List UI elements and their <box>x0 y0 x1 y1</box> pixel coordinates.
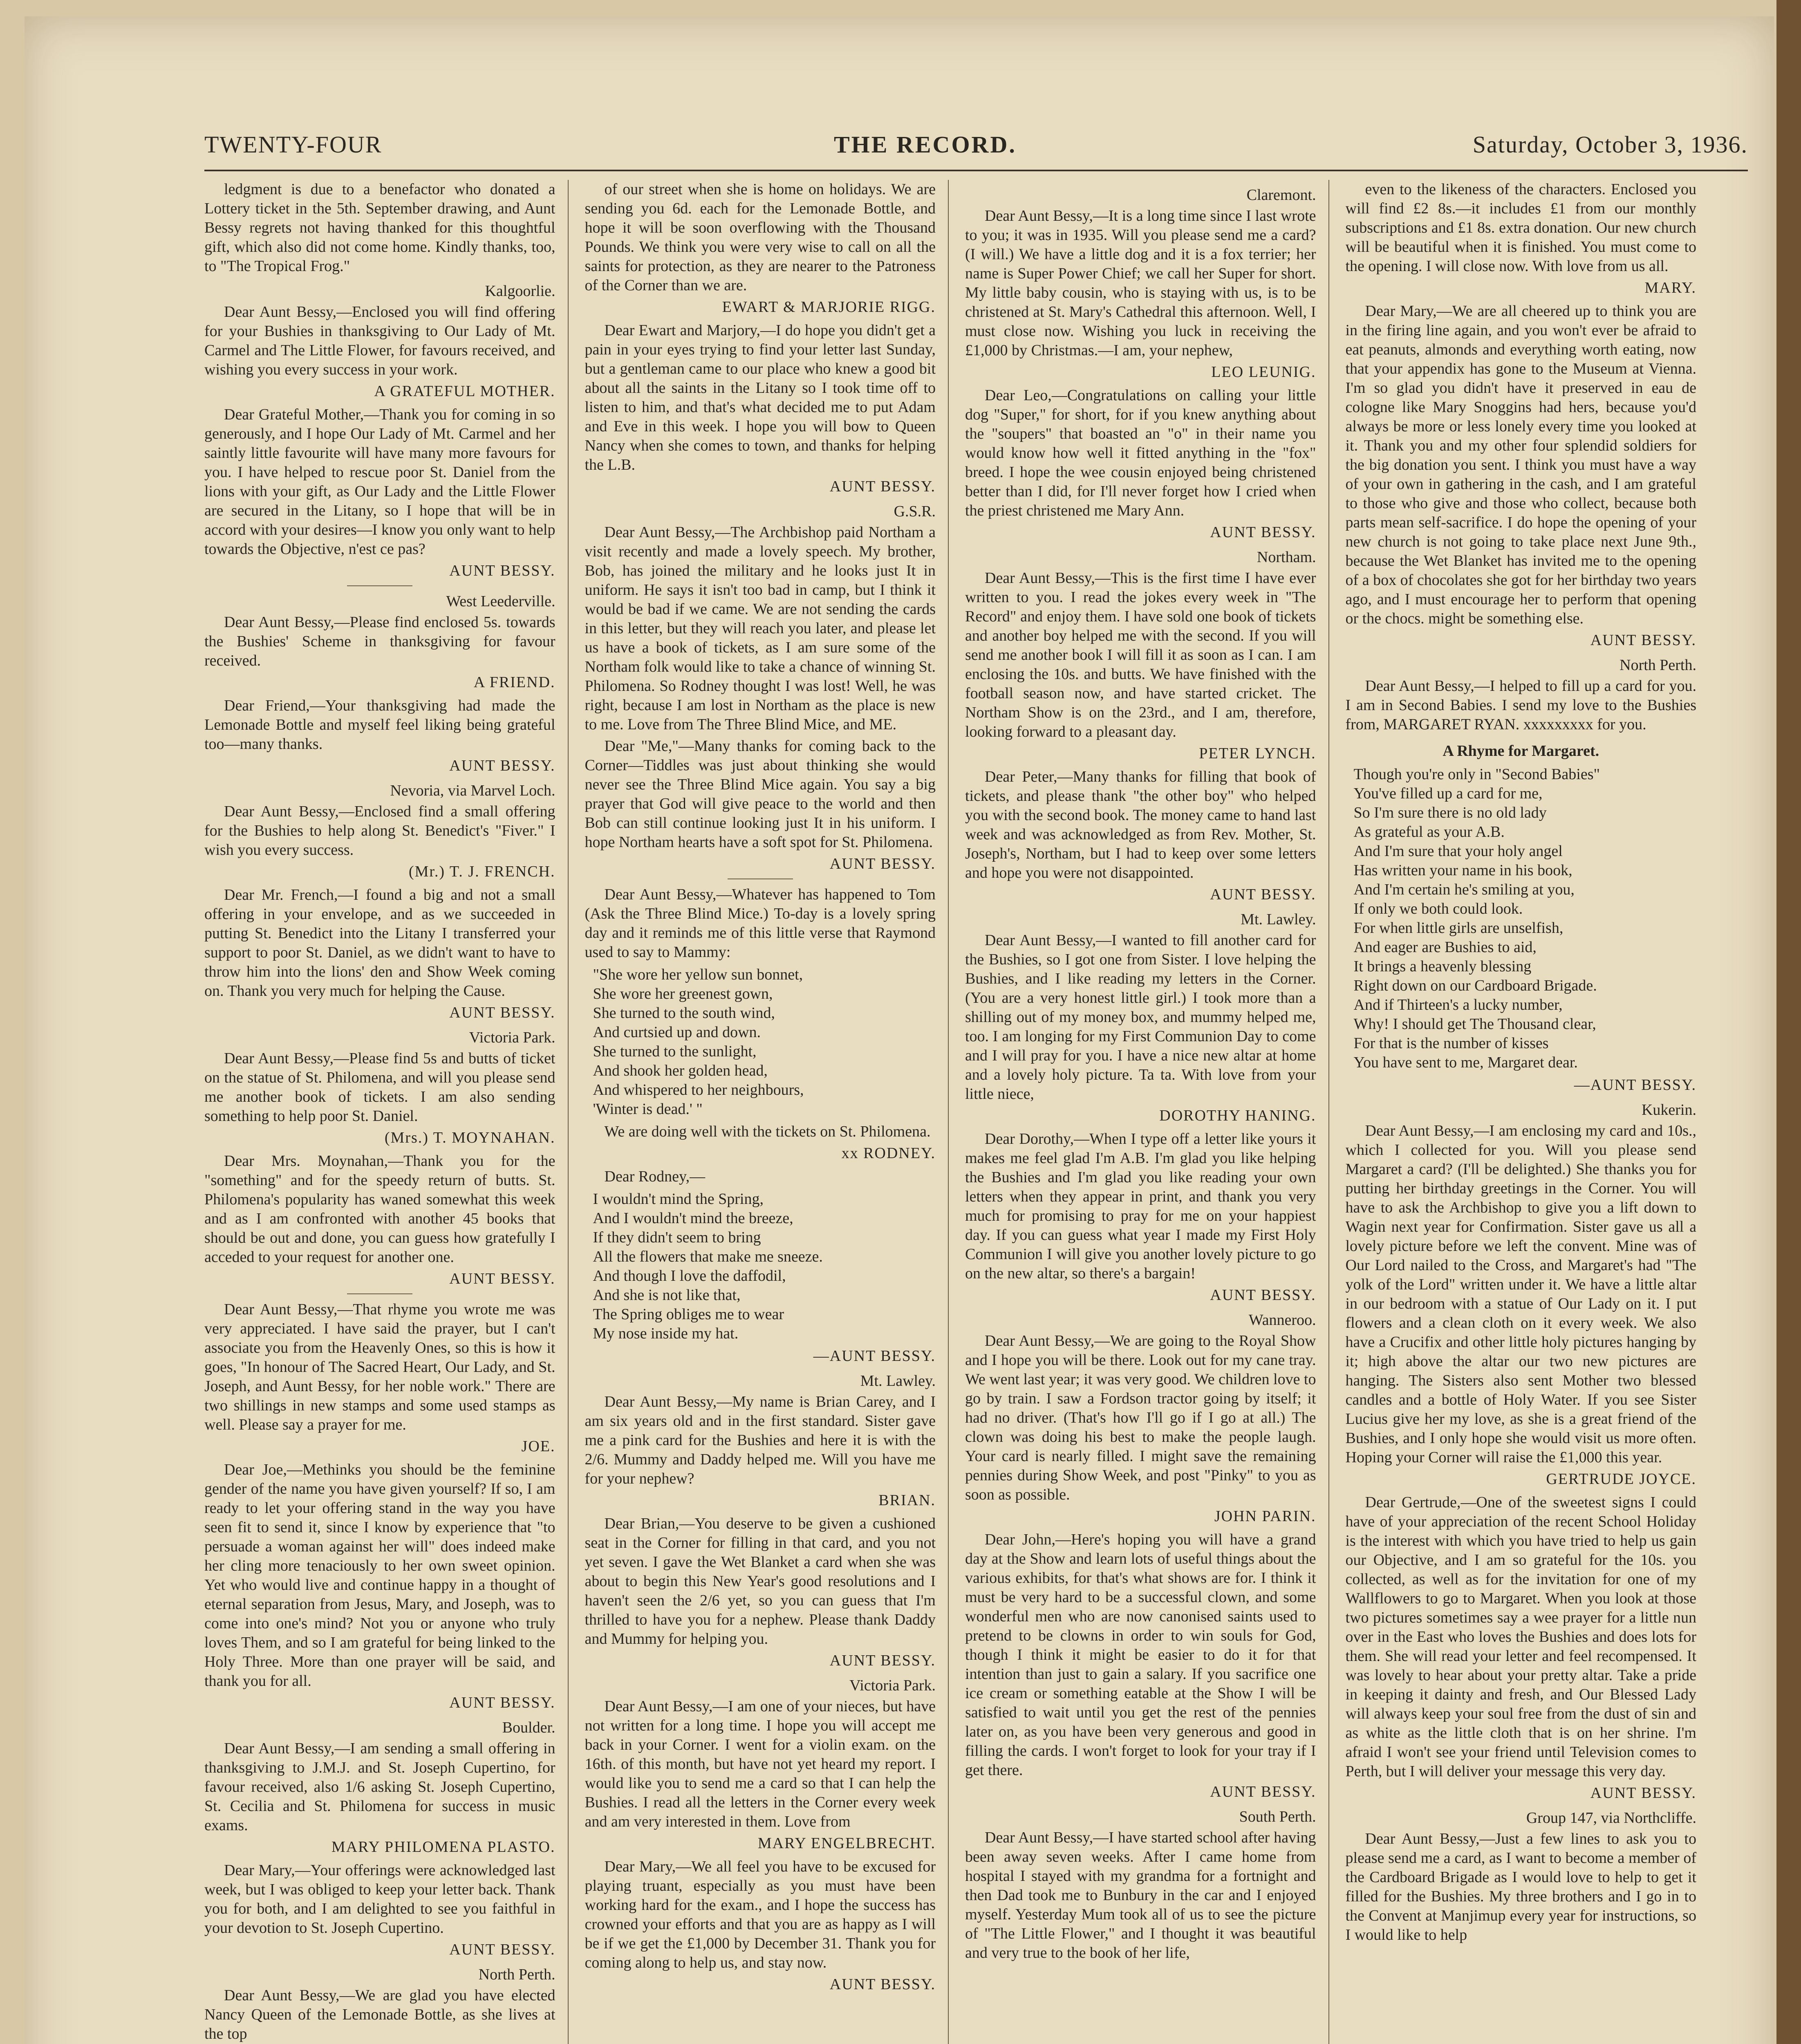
letter-location: South Perth. <box>1239 1808 1316 1825</box>
letter-location: Victoria Park. <box>469 1029 556 1046</box>
letter-signature: JOHN PARIN. <box>1214 1508 1316 1525</box>
letter-paragraph: of our street when she is home on holidays. We are sending you 6d. each for the Lemonade Bottle, and hope it will be soon overflowing with the Thousand Pounds. We think you were very wise to call on all the saints for protection, as they are nearer to the Patroness of the Corner than we are. <box>585 181 936 294</box>
letter-paragraph: We are doing well with the tickets on St. Philomena. <box>604 1123 931 1140</box>
letter-paragraph: Dear Aunt Bessy,—That rhyme you wrote me was very appreciated. I have said the prayer, but I can't associate you from the Heavenly Ones, so this is how it goes, "In honour of The Sacred Heart, Our Lady, and St. Joseph, and Aunt Bessy, for her noble work." There are two shillings in new stamps and some used stamps as well. Please say a prayer for me. <box>204 1301 556 1433</box>
letter-paragraph: Dear Mary,—We are all cheered up to think you are in the firing line again, and you won't ever be afraid to eat peanuts, almonds and everything worth eating, now that your appendix has gone to the Museum at Vienna. I'm so glad you didn't have it preserved in eau de cologne like Mary Snoggins had hers, because you'd always be more or less lonely every time you looked at it. Thank you and my other four splendid soldiers for the big donation you sent. I think you must have a way of your own in gathering in the cash, and I am grateful to those who give and those who collect, because both parts mean self-sacrifice. I do hope the opening of your new church is not going to take place next June 9th., because the Wet Blanket has invited me to the opening of a box of chocolates she got for her birthday two years ago, and I must encourage her to perform that opening or the chocs. might be something else. <box>1345 303 1696 627</box>
publication-title: THE RECORD. <box>834 131 1017 158</box>
verse-block: Though you're only in "Second Babies" You've filled up a card for me, So I'm sure there is no old lady As grateful as your A.B. And I'm sure that your holy angel Has written your name in his book, And I'm certain he's smiling at you, If only we both could look. For when little girls are unselfish, And eager are Bushies to aid, It brings a heavenly blessing Right down on our Cardboard Brigade. And if Thirteen's a lucky number, Why! I should get The Thousand clear, For that is the number of kisses You have sent to me, Margaret dear. <box>1353 766 1600 1071</box>
letter-signature: A FRIEND. <box>473 674 556 691</box>
letter-paragraph: Dear Aunt Bessy,—I am enclosing my card and 10s., which I collected for you. Will you please send Margaret a card? (I'll be delighted.) She thanks you for putting her birthday greetings in the Corner. You will have to ask the Archbishop to give you a lift down to Wagin next year for Confirmation. Sister gave us all a lovely picture before we left the convent. Mine was of Our Lord nailed to the Cross, and Margaret's had "The yolk of the Lord" written under it. We have a little altar in our bedroom with a statue of Our Lady on it. I put flowers and a clean cloth on it every week. We also have a Crucifix and other little holy pictures hanging by it; high above the altar our two new pictures are hanging. The Sisters also sent Mother two blessed candles and a bottle of Holy Water. If you see Sister Lucius give her my love, as she is a great friend of the Bushies, and I only hope she would visit us more often. Hoping your Corner will raise the £1,000 this year. <box>1345 1122 1696 1466</box>
letter-paragraph: Dear Aunt Bessy,—Just a few lines to ask you to please send me a card, as I want to become a member of the Cardboard Brigade as I would love to help to get it filled for the Bushies. My three brothers and I go in to the Convent at Manjimup every year for instructions, so I would like to help <box>1345 1830 1696 1943</box>
letter-paragraph: Dear Gertrude,—One of the sweetest signs I could have of your appreciation of the recent School Holiday is the interest with which you have tried to help us gain our Objective, and I am so grateful for the 10s. you collected, as well as for the invitation for one of my Wallflowers to go to Margaret. When you look at those two pictures sometimes say a wee prayer for a little nun over in the East who loves the Bushies and does lots for them. She will read your letter and feel recompensed. It was lovely to hear about your pretty altar. Take a pride in keeping it dainty and fresh, and Our Blessed Lady will always keep your soul free from the dust of sin and as white as the little cloth that is on her shrine. I'm afraid I won't see your friend until Television comes to Perth, but I will deliver your message this very day. <box>1345 1494 1696 1780</box>
letter-location: Claremont. <box>1246 186 1316 204</box>
letter-signature: LEO LEUNIG. <box>1211 363 1316 381</box>
letter-signature: AUNT BESSY. <box>449 562 556 579</box>
section-divider <box>347 585 412 586</box>
letter-paragraph: Dear Aunt Bessy,—Enclosed find a small offering for the Bushies to help along St. Benedict's "Fiver." I wish you every success. <box>204 803 556 858</box>
letter-signature: AUNT BESSY. <box>1210 1783 1316 1800</box>
letter-signature: AUNT BESSY. <box>829 1652 936 1669</box>
verse-block: I wouldn't mind the Spring, And I wouldn't mind the breeze, If they didn't seem to bring All the flowers that make me sneeze. And though I love the daffodil, And she is not like that, The Spring obliges me to wear My nose inside my hat. <box>593 1190 823 1342</box>
letter-signature: MARY. <box>1644 279 1696 296</box>
letter-paragraph: Dear Aunt Bessy,—This is the first time I have ever written to you. I read the jokes every week in "The Record" and enjoy them. I have sold one book of tickets and another boy helped me with the second. If you will send me another book I will fill it as soon as I can. I am enclosing the 10s. and butts. We have finished with the football season now, and have started cricket. The Northam Show is on the 23rd., and I am, therefore, looking forward to a pleasant day. <box>965 569 1316 740</box>
page-edge <box>1776 0 1801 2044</box>
letter-paragraph: Dear Mr. French,—I found a big and not a small offering in your envelope, and as we succeeded in putting St. Benedict into the Litany I transferred your support to poor St. Daniel, as we didn't want to have to throw him into the lions' den and Show Week coming on. Thank you very much for helping the Cause. <box>204 886 556 1000</box>
letter-signature: AUNT BESSY. <box>449 1004 556 1021</box>
letter-paragraph: Dear Mary,—We all feel you have to be excused for playing truant, especially as you must have been working hard for the exam., and I hope the success has crowned your efforts and that you are as happy as I will be if we get the £1,000 by December 31. Thank you for coming along to help us, and stay now. <box>585 1858 936 1971</box>
letter-signature: AUNT BESSY. <box>829 478 936 495</box>
letter-paragraph: Dear Brian,—You deserve to be given a cushioned seat in the Corner for filling in that card, and you not yet seven. I gave the Wet Blanket a card when she was about to begin this New Year's good resolutions and I haven't seen the 2/6 yet, so you can guess that I'm thrilled to have you for a nephew. Please thank Daddy and Mummy for helping you. <box>585 1515 936 1647</box>
letter-location: Group 147, via Northcliffe. <box>1526 1809 1696 1827</box>
letter-signature: PETER LYNCH. <box>1199 745 1316 762</box>
letter-location: West Leederville. <box>446 593 556 610</box>
letter-paragraph: Dear Aunt Bessy,—I helped to fill up a card for you. I am in Second Babies. I send my love to the Bushies from, MARGARET RYAN. xxxxxxxxx for you. <box>1345 677 1696 733</box>
column-3 <box>965 180 1329 2044</box>
letter-signature: AUNT BESSY. <box>829 855 936 872</box>
letter-paragraph: Dear Aunt Bessy,—My name is Brian Carey, and I am six years old and in the first standard. Sister gave me a pink card for the Bushies and here it is with the 2/6. Mummy and Daddy helped me. Will you have me for your nephew? <box>585 1393 936 1487</box>
letter-signature: BRIAN. <box>878 1492 936 1509</box>
letter-paragraph: Dear Rodney,— <box>604 1168 706 1185</box>
letter-paragraph: Dear Aunt Bessy,—I am one of your nieces, but have not written for a long time. I hope you will accept me back in your Corner. I went for a violin exam. on the 16th. of this month, but have not yet heard my report. I would like you to send me a card so that I can help the Bushies. I read all the letters in the Corner every week and am very interested in them. Love from <box>585 1698 936 1830</box>
letter-signature: AUNT BESSY. <box>449 1941 556 1958</box>
letter-paragraph: Dear Aunt Bessy,—The Archbishop paid Northam a visit recently and made a lovely speech. My brother, Bob, has joined the military and he looks just It in uniform. He says it isn't too bad in camp, but I think it would be bad if we came. We are not sending the cards in this letter, but they will reach you later, and please let us have a book of tickets, as I am sure some of the Northam folk would like to take a chance of winning St. Philomena. So Rodney thought I was lost! Well, he was right, because I am lost in Northam as the place is new to me. Love from The Three Blind Mice, and ME. <box>585 524 936 733</box>
letter-paragraph: even to the likeness of the characters. Enclosed you will find £2 8s.—it includes £1 from our monthly subscriptions and £1 8s. extra donation. Our new church will be beautiful when it is finished. You must come to the opening. I will close now. With love from us all. <box>1345 181 1696 275</box>
letter-location: Mt. Lawley. <box>1241 911 1316 928</box>
letter-signature: GERTRUDE JOYCE. <box>1546 1470 1696 1488</box>
letter-location: North Perth. <box>478 1966 556 1983</box>
issue-date: Saturday, October 3, 1936. <box>1472 131 1748 158</box>
letter-location: Kalgoorlie. <box>485 282 556 300</box>
letter-paragraph: Dear Aunt Bessy,—We are glad you have elected Nancy Queen of the Lemonade Bottle, as she lives at the top <box>204 1987 556 2042</box>
letter-paragraph: Dear Mary,—Your offerings were acknowledged last week, but I was obliged to keep your letter back. Thank you for both, and I am delighted to see you faithful in your devotion to St. Joseph Cupertino. <box>204 1862 556 1936</box>
column-4 <box>1346 180 1709 2044</box>
letter-signature: AUNT BESSY. <box>1210 1286 1316 1304</box>
letter-paragraph: Dear John,—Here's hoping you will have a grand day at the Show and learn lots of useful things about the various exhibits, for that's what shows are for. I think it must be very hard to be a successful clown, and some wonderful men who are now canonised saints used to pretend to be clowns in order to win souls for God, though I think it might be easier to do it for that intention than just to gain a salary. If you sacrifice one ice cream or something eatable at the Show I will be satisfied to wait until you get the rest of the pennies later on, as you have been very generous and good in filling the cards. I won't forget to look for your tray if I get there. <box>965 1531 1316 1779</box>
letter-location: Nevoria, via Marvel Loch. <box>390 782 556 799</box>
section-divider <box>347 1293 412 1294</box>
letter-signature: AUNT BESSY. <box>449 1270 556 1287</box>
letter-signature: —AUNT BESSY. <box>1574 1076 1696 1094</box>
letter-paragraph: Dear Aunt Bessy,—Enclosed you will find offering for your Bushies in thanksgiving to Our Lady of Mt. Carmel and The Little Flower, for favours received, and wishing you every success in your work. <box>204 303 556 378</box>
letter-paragraph: Dear Aunt Bessy,—I wanted to fill another card for the Bushies, so I got one from Sister. I love helping the Bushies, and I like reading my letters in the Corner. (You are a very honest little girl.) I took more than a shilling out of my money box, and mummy helped me, too. I am longing for my First Communion Day to come and I will pray for you. I have a nice new altar at home and a lovely holy picture. Ta ta. With love from your little niece, <box>965 932 1316 1103</box>
page-header <box>204 123 1748 168</box>
letter-paragraph: Dear Aunt Bessy,—I am sending a small offering in thanksgiving to J.M.J. and St. Joseph Cupertino, for favour received, also 1/6 asking St. Joseph Cupertino, St. Cecilia and St. Philomena for success in music exams. <box>204 1740 556 1834</box>
letter-paragraph: Dear Leo,—Congratulations on calling your little dog "Super," for short, for if you knew anything about the "soupers" that boasted an "o" in their name you would know how well it fitted anything in the "fox" breed. I hope the wee cousin enjoyed being christened better than I did, for I'll never forget how I cried when the priest christened me Mary Ann. <box>965 387 1316 519</box>
letter-paragraph: Dear Aunt Bessy,—Please find 5s and butts of ticket on the statue of St. Philomena, and will you please send me another book of tickets. I am also sending something to help poor St. Daniel. <box>204 1050 556 1125</box>
letter-signature: AUNT BESSY. <box>449 1694 556 1711</box>
letter-location: G.S.R. <box>894 503 936 520</box>
letter-signature: xx RODNEY. <box>841 1145 936 1162</box>
letter-location: Wanneroo. <box>1248 1311 1316 1329</box>
letter-location: Kukerin. <box>1641 1101 1696 1118</box>
verse-block: "She wore her yellow sun bonnet, She wore her greenest gown, She turned to the south wind, And curtsied up and down. She turned to the sunlight, And shook her golden head, And whispered to her neighbours, 'Winter is dead.' " <box>593 966 804 1118</box>
letter-paragraph: Dear Joe,—Methinks you should be the feminine gender of the name you have given yourself? If so, I am ready to let your offering stand in the way you have seen fit to send it, since I know by experience that "to persuade a woman against her will" does indeed make her cling more tenaciously to her own sweet opinion. Yet who would live and continue happy in a thought of eternal separation from Jesus, Mary, and Joseph, was to come into one's mind? Not you or anyone who truly loves Them, and so I am grateful for being linked to the Holy Three. More than one prayer will be said, and thank you for all. <box>204 1461 556 1690</box>
letter-signature: (Mr.) T. J. FRENCH. <box>408 863 556 880</box>
page-number: TWENTY-FOUR <box>204 131 382 158</box>
article-columns <box>204 180 1709 2044</box>
letter-paragraph: Dear Aunt Bessy,—I have started school after having been away seven weeks. After I came home from hospital I stayed with my grandma for a fortnight and then Dad took me to Bunbury in the car and I enjoyed myself. Yesterday Mum took all of us to see the picture of "The Little Flower," and I thought it was beautiful and very true to the book of her life, <box>965 1829 1316 1961</box>
letter-paragraph: Dear Aunt Bessy,—It is a long time since I last wrote to you; it was in 1935. Will you please send me a card? (I will.) We have a little dog and it is a fox terrier; her name is Super Power Chief; we call her Super for short. My little baby cousin, who is staying with us, is to be christened at St. Mary's Cathedral this afternoon. Well, I must close now. Wishing you luck in receiving the £1,000 by Christmas.—I am, your nephew, <box>965 207 1316 359</box>
letter-signature: DOROTHY HANING. <box>1159 1107 1316 1124</box>
letter-signature: MARY PHILOMENA PLASTO. <box>331 1838 556 1856</box>
letter-signature: AUNT BESSY. <box>1210 886 1316 903</box>
letter-signature: —AUNT BESSY. <box>813 1347 936 1365</box>
letter-paragraph: Dear Peter,—Many thanks for filling that book of tickets, and please thank "the other boy" who helped you with the second book. The money came to hand last week and was acknowledged as from Rev. Mother, St. Joseph's, Northam, but I had to keep over some letters and hope you were not disappointed. <box>965 768 1316 881</box>
letter-signature: AUNT BESSY. <box>1590 632 1696 649</box>
letter-paragraph: Dear Aunt Bessy,—Whatever has happened to Tom (Ask the Three Blind Mice.) To-day is a lovely spring day and it reminds me of this little verse that Raymond used to say to Mammy: <box>585 886 936 961</box>
letter-paragraph: Dear Friend,—Your thanksgiving had made the Lemonade Bottle and myself feel liking being grateful too—many thanks. <box>204 697 556 753</box>
letter-signature: AUNT BESSY. <box>829 1976 936 1993</box>
letter-signature: A GRATEFUL MOTHER. <box>374 383 556 400</box>
letter-signature: EWART & MARJORIE RIGG. <box>722 298 936 316</box>
letter-paragraph: Dear Aunt Bessy,—Please find enclosed 5s. towards the Bushies' Scheme in thanksgiving for favour received. <box>204 614 556 669</box>
letter-location: North Perth. <box>1620 657 1696 674</box>
column-2 <box>585 180 949 2044</box>
letter-signature: AUNT BESSY. <box>1210 524 1316 541</box>
letter-paragraph: ledgment is due to a benefactor who donated a Lottery ticket in the 5th. September drawing, and Aunt Bessy regrets not having thanked for this thoughtful gift, which also did not come home. Kindly thanks, too, to "The Tropical Frog." <box>204 181 556 275</box>
letter-signature: AUNT BESSY. <box>449 757 556 774</box>
poem-heading: A Rhyme for Margaret. <box>1443 742 1599 760</box>
letter-paragraph: Dear Dorothy,—When I type off a letter like yours it makes me feel glad I'm A.B. I'm glad you like helping the Bushies and I'm glad you like reading your own letters when they appear in print, and thank you very much for promising to pray for me on your happiest day. If you can guess what year I made my First Holy Communion I will give you another lovely picture to go on the new altar, so there's a bargain! <box>965 1130 1316 1282</box>
column-1 <box>204 180 569 2044</box>
letter-paragraph: Dear Aunt Bessy,—We are going to the Royal Show and I hope you will be there. Look out for my cane tray. We went last year; it was very good. We children love to go by train. I saw a Fordson tractor going by itself; it had no driver. (That's how I'll go if I go at all.) The clown was doing his best to make the people laugh. Your card is nearly filled. I might save the remaining pennies during Show Week, and post "Pinky" to you as soon as possible. <box>965 1332 1316 1503</box>
letter-signature: (Mrs.) T. MOYNAHAN. <box>384 1129 556 1146</box>
letter-location: Northam. <box>1257 549 1316 566</box>
header-rule <box>204 170 1748 171</box>
letter-location: Boulder. <box>502 1719 556 1736</box>
letter-signature: MARY ENGELBRECHT. <box>757 1835 936 1852</box>
letter-paragraph: Dear Ewart and Marjory,—I do hope you didn't get a pain in your eyes trying to find your letter last Sunday, but a gentleman came to our place who knew a good bit about all the saints in the Litany so I took time off to listen to him, and that's what decided me to put Adam and Eve in this week. I hope you will bow to Queen Nancy when she comes to town, and thanks for helping the L.B. <box>585 322 936 473</box>
letter-location: Victoria Park. <box>849 1677 936 1694</box>
letter-location: Mt. Lawley. <box>860 1372 936 1390</box>
letter-paragraph: Dear Grateful Mother,—Thank you for coming in so generously, and I hope Our Lady of Mt. Carmel and her saintly little favourite will have many more favours for you. I have helped to rescue poor St. Daniel from the lions with your gift, as Our Lady and the Little Flower are secured in the Litany, so I hope that will be in accord with your desires—I know you only want to help towards the Objective, n'est ce pas? <box>204 406 556 558</box>
letter-signature: JOE. <box>521 1438 556 1455</box>
letter-paragraph: Dear "Me,"—Many thanks for coming back to the Corner—Tiddles was just about thinking she would never see the Three Blind Mice again. You say a big prayer that God will give peace to the world and then Bob can still continue looking just It in his uniform. I hope Northam hearts have a soft spot for St. Philomena. <box>585 737 936 851</box>
letter-paragraph: Dear Mrs. Moynahan,—Thank you for the "something" and for the speedy return of butts. St. Philomena's popularity has waned somewhat this week and as I am confronted with another 45 books that should be out and done, you can guess how gratefully I acceded to your request for another one. <box>204 1152 556 1266</box>
letter-signature: AUNT BESSY. <box>1590 1784 1696 1802</box>
